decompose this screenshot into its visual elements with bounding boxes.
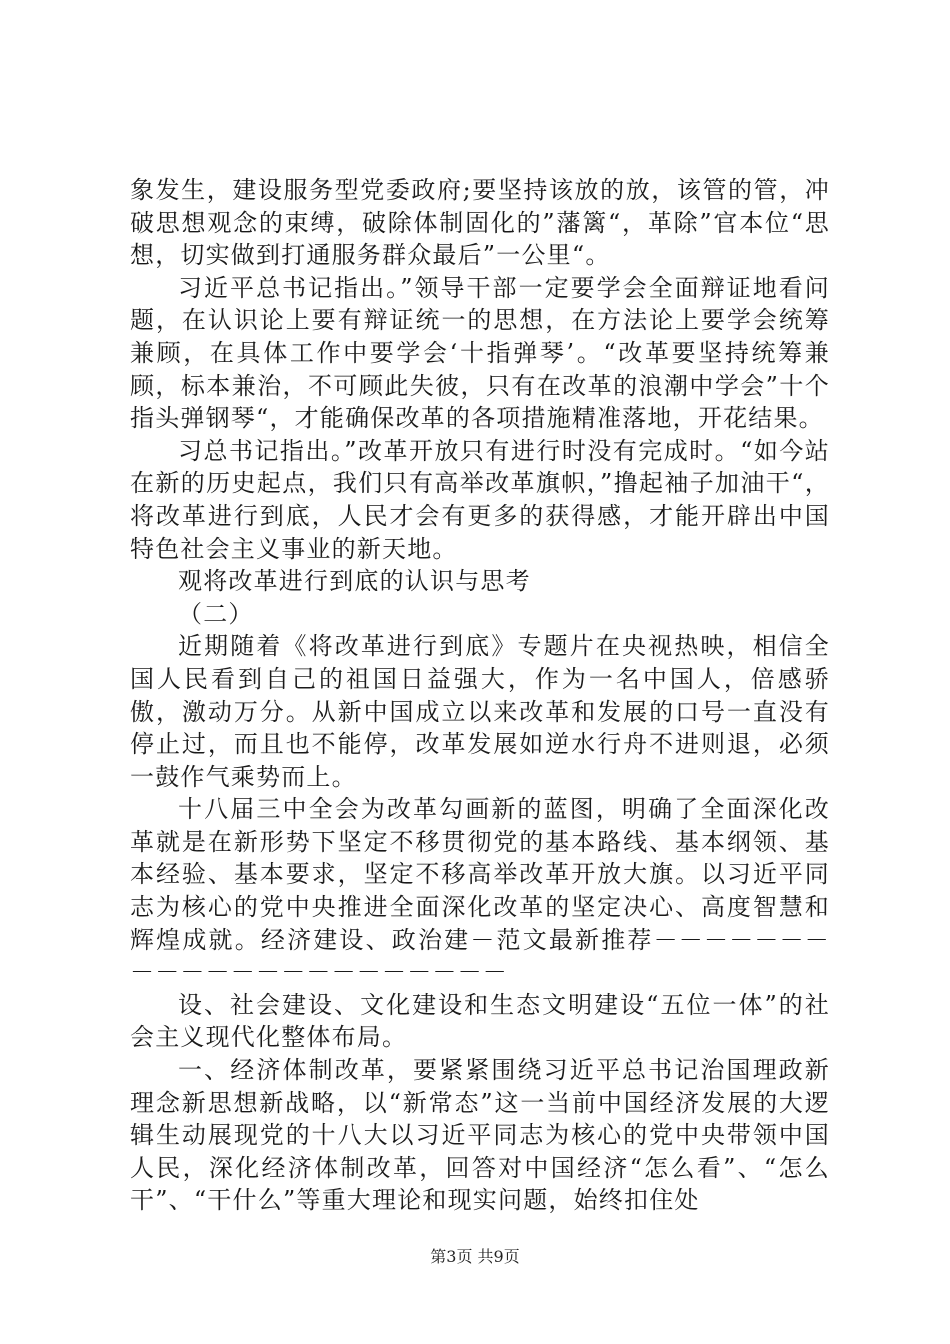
section-number: （二） (178, 599, 254, 628)
paragraph-2: 习近平总书记指出。”领导干部一定要学会全面辩证地看问题，在认识论上要有辩证统一的思想，在方法论上要学会统筹兼顾，在具体工作中要学会‘十指弹琴’。“改革要坚持统筹兼顾，标本兼治，不可顾此失彼，只有在改革的浪潮中学会”十个指头弹钢琴“，才能确保改革的各项措施精准落地，开花结果。 (130, 273, 830, 433)
paragraph-1: 象发生，建设服务型党委政府;要坚持该放的放，该管的管，冲破思想观念的束缚，破除体制固化的”藩篱“，革除”官本位“思想，切实做到打通服务群众最后”一公里“。 (130, 176, 830, 270)
paragraph-7: 一、经济体制改革，要紧紧围绕习近平总书记治国理政新理念新思想新战略，以“新常态”这一当前中国经济发展的大逻辑生动展现党的十八大以习近平同志为核心的党中央带领中国人民，深化经济体制改革，回答对中国经济“怎么看”、“怎么干”、“干什么”等重大理论和现实问题，始终扣住处 (130, 1056, 830, 1215)
paragraph-3: 习总书记指出。”改革开放只有进行时没有完成时。“如今站在新的历史起点，我们只有高举改革旗帜，”撸起袖子加油干“，将改革进行到底，人民才会有更多的获得感，才能开辟出中国特色社会主义事业的新天地。 (130, 436, 830, 563)
document-body (130, 174, 830, 1217)
paragraph-6: 设、社会建设、文化建设和生态文明建设“五位一体”的社会主义现代化整体布局。 (130, 990, 830, 1052)
page-footer: 第3页 共9页 (430, 1247, 520, 1266)
paragraph-5: 十八届三中全会为改革勾画新的蓝图，明确了全面深化改革就是在新形势下坚定不移贯彻党的基本路线、基本纲领、基本经验、基本要求，坚定不移高举改革开放大旗。以习近平同志为核心的党中央推进全面深化改革的坚定决心、高度智慧和辉煌成就。经济建设、政治建－范文最新推荐－－－－－－－－－－－－－－－－－－－－－－ (130, 795, 830, 987)
section-title: 观将改革进行到底的认识与思考 (178, 567, 531, 596)
paragraph-4: 近期随着《将改革进行到底》专题片在央视热映，相信全国人民看到自己的祖国日益强大，作为一名中国人，倍感骄傲，激动万分。从新中国成立以来改革和发展的口号一直没有停止过，而且也不能停，改革发展如逆水行舟不进则退，必须一鼓作气乘势而上。 (130, 632, 830, 791)
